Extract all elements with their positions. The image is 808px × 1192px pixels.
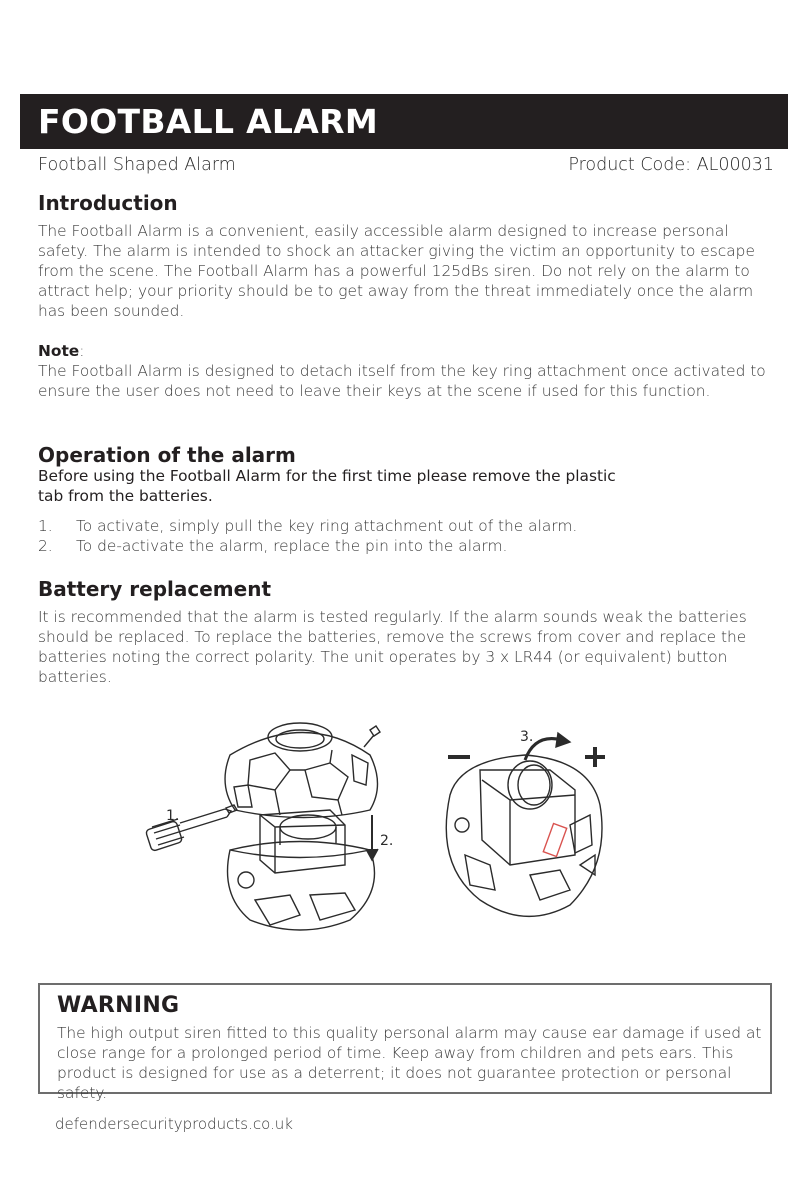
operation-heading: Operation of the alarm	[38, 443, 296, 467]
battery-diagram	[130, 715, 630, 955]
screw	[364, 726, 380, 747]
battery-text: It is recommended that the alarm is tested regularly. If the alarm sounds weak the batteries should be replaced. To replace the batteries, remove the screws from cover and replace the batteries noting the correct polarity. The unit operates by 3 x LR44 (or equivalent) button batteries.	[38, 608, 747, 686]
product-name: Football Shaped Alarm	[38, 155, 236, 175]
subtitle-row	[38, 155, 774, 175]
ball-bottom-half	[228, 842, 375, 931]
ball-top-half	[225, 733, 377, 818]
warning-box	[38, 983, 772, 1102]
ball-body	[446, 755, 602, 916]
button-battery	[508, 761, 552, 809]
battery-holder	[480, 770, 575, 865]
battery-highlight	[543, 824, 566, 857]
note-label: Note	[38, 342, 80, 360]
small-screw	[226, 805, 237, 813]
note-heading	[38, 341, 778, 361]
ball-opening	[268, 723, 332, 751]
step-number: 1.	[38, 517, 53, 535]
footer-url: defendersecurityproducts.co.uk	[55, 1115, 293, 1133]
list-item	[38, 536, 577, 556]
step-number: 2.	[38, 537, 53, 555]
note-colon: :	[79, 342, 85, 360]
warning-title: WARNING	[57, 993, 180, 1018]
screw-hole	[455, 818, 469, 832]
list-item	[38, 516, 577, 536]
ball-panel	[248, 753, 290, 790]
warning-text: The high output siren fitted to this quality personal alarm may cause ear damage if used at close range for a prolonged period of time. Keep away from children and pets ears. This product is designed for use as a deterrent; it does not guarantee protection or personal safety.	[57, 1024, 762, 1102]
screw-hole	[238, 872, 254, 888]
battery-heading: Battery replacement	[38, 577, 272, 601]
note-text: The Football Alarm is designed to detach itself from the key ring attachment once activated to ensure the user does not need to leave their keys at the scene if used for this function.	[38, 362, 766, 400]
introduction-text: The Football Alarm is a convenient, easily accessible alarm designed to increase personal safety. The alarm is intended to shock an attacker giving the victim an opportunity to escape from the scene. The Football Alarm has a powerful 125dBs siren. Do not rely on the alarm to attract help; your priority should be to get away from the threat immediately once the alarm has been sounded.	[38, 222, 755, 320]
page-title: FOOTBALL ALARM	[38, 102, 378, 141]
step-text: To activate, simply pull the key ring attachment out of the alarm.	[76, 517, 578, 535]
product-code: Product Code: AL00031	[568, 155, 774, 175]
title-bar	[20, 94, 788, 149]
step-2-label: 2.	[380, 833, 394, 849]
step-3-label: 3.	[520, 729, 534, 745]
step-1-label: 1.	[166, 808, 180, 824]
alarm-open-view	[446, 733, 605, 916]
operation-steps	[38, 516, 577, 556]
introduction-heading: Introduction	[38, 191, 178, 215]
screwdriver	[145, 809, 231, 851]
plus-sign	[585, 747, 605, 767]
step-text: To de-activate the alarm, replace the pin into the alarm.	[76, 537, 508, 555]
operation-intro: Before using the Football Alarm for the first time please remove the plastic tab from the batteries.	[38, 467, 616, 505]
alarm-exploded-view	[145, 723, 380, 930]
